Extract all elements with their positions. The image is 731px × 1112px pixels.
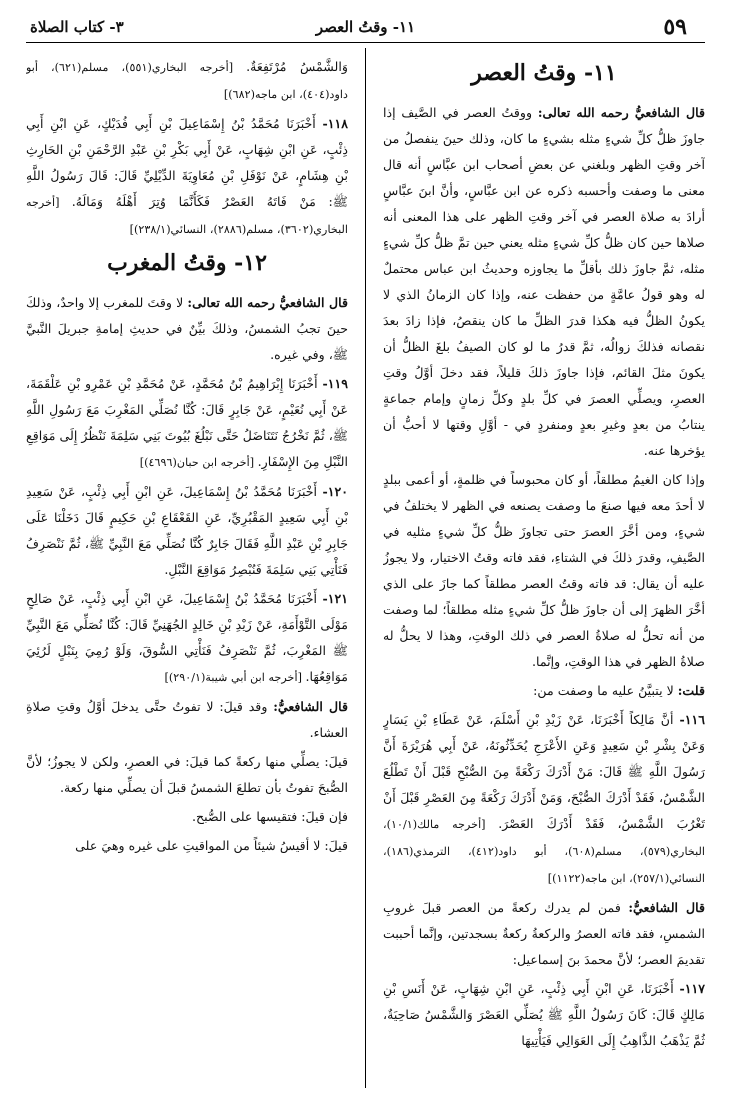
left-column xyxy=(26,54,348,862)
hadith-119 xyxy=(26,371,348,476)
speaker-label: قال الشافعيُّ رحمه الله تعالى: xyxy=(537,105,705,120)
hadith-text: أَخْبَرَنَا إِبْرَاهِيمُ بْنُ مُحَمَّدٍ، عَنْ مُحَمَّدِ بْنِ عَمْرِو بْنِ عَلْقَمَةَ، عَنْ أَبِي نُعَيْمٍ، عَنْ جَابِرٍ قَالَ: كُنَّا نُصَلِّي المَغْرِبَ مَعَ رَسُولِ اللَّهِ ﷺ، ثُمَّ نَخْرُجُ نَتَنَاضَلُ حَتَّى نَبْلُغَ بُيُوتَ بَنِي سَلِمَةَ نَنْظُرُ إِلَى مَوَاقِعِ النَّبْلِ مِنَ الإِسْفَارِ. xyxy=(26,376,348,469)
hadith-number: ١٢٠- xyxy=(322,484,348,499)
speaker-label: قال الشافعيُّ: xyxy=(628,900,705,915)
paragraph xyxy=(383,100,705,464)
paragraph-text: قيلَ: يصلِّي منها ركعةً كما قيلَ: في العصرِ، ولكن لا يجوزُ؛ لأنَّ الصُّبحَ تفوتُ بأن تطلعَ الشمسُ قبلَ أن يصلِّي منها ركعة. xyxy=(26,754,348,795)
right-column xyxy=(383,54,705,1057)
paragraph xyxy=(383,467,705,675)
hadith-118 xyxy=(26,111,348,243)
hadith-number: ١١٨- xyxy=(322,116,348,131)
hadith-text: أَخْبَرَنَا مُحَمَّدُ بْنُ إِسْمَاعِيلَ، عَنِ ابْنِ أَبِي ذِئْبٍ، عَنْ سَعِيدِ بْنِ أَبِي سَعِيدٍ المَقْبُرِيِّ، عَنِ القَعْقَاعِ بْنِ حَكِيمٍ قَالَ دَخَلْنَا عَلَى جَابِرِ بْنِ عَبْدِ اللَّهِ فَقَالَ جَابِرٌ كُنَّا نُصَلِّي مَعَ النَّبِيِّ ﷺ، ثُمَّ نَنْصَرِفُ فَنَأْتِي بَنِي سَلِمَةَ فَنُبْصِرُ مَوَاقِعَ النَّبْلِ. xyxy=(26,484,348,577)
hadith-reference: [أخرجه ابن حبان(٤٦٩٦)] xyxy=(139,456,258,469)
page-number: ٥٩ xyxy=(663,14,687,40)
section-heading-maghrib: ١٢- وقتُ المغرب xyxy=(107,250,267,276)
paragraph-text: قيلَ: لا أقيسُ شيئاً من المواقيتِ على غيره وهيَ على xyxy=(75,838,348,853)
hadith-reference: [أخرجه مالك(١٠/١)، البخاري(٥٧٩)، مسلم(٦٠٨)، أبو داود(٤١٢)، الترمذي(١٨٦)، النسائي(٢٥٧/١)، ابن ماجه(١١٢٢)] xyxy=(383,818,705,885)
paragraph xyxy=(26,804,348,830)
hadith-120 xyxy=(26,479,348,583)
hadith-text: أنَّ مَالِكاً أَخْبَرَنَا، عَنْ زَيْدِ بْنِ أَسْلَمَ، عَنْ عَطَاءِ بْنِ يَسَارٍ وَعَنْ بِشْرِ بْنِ سَعِيدٍ وَعَنِ الأَعْرَجِ يُحَدِّثُونَهُ، عَنْ أَبِي هُرَيْرَةَ أَنَّ رَسُولَ اللَّهِ ﷺ قَالَ: مَنْ أَدْرَكَ رَكْعَةً مِنَ الصُّبْحِ قَبْلَ أَنْ تَطْلُعَ الشَّمْسُ، فَقَدْ أَدْرَكَ الصُّبْحَ، وَمَنْ أَدْرَكَ رَكْعَةً مِنَ العَصْرِ قَبْلَ أَنْ تَغْرُبَ الشَّمْسُ، فَقَدْ أَدْرَكَ العَصْرَ. xyxy=(383,712,705,831)
hadith-number: ١١٩- xyxy=(322,376,348,391)
hadith-text: أَخْبَرَنَا، عَنِ ابْنِ أَبِي ذِئْبٍ، عَنِ ابْنِ شِهَابٍ، عَنْ أَنَسِ بْنِ مَالِكٍ قَالَ: كَانَ رَسُولُ اللَّهِ ﷺ يُصَلِّي العَصْرَ وَالشَّمْسُ صَاحِيَةٌ، ثُمَّ يَذْهَبُ الذَّاهِبُ إِلَى العَوَالِي فَيَأْتِيهَا xyxy=(383,981,705,1048)
hadith-reference: [أخرجه البخاري(٣٦٠٢)، مسلم(٢٨٨٦)، النسائي(٢٣٨/١)] xyxy=(26,196,348,236)
hadith-number: ١١٦- xyxy=(679,712,705,727)
hadith-117-continued xyxy=(26,54,348,108)
hadith-text: أَخْبَرَنَا مُحَمَّدُ بْنُ إِسْمَاعِيلَ بْنِ أَبِي فُدَيْكٍ، عَنِ ابْنِ أَبِي ذِئْبٍ، عَنِ ابْنِ شِهَابٍ، عَنْ أَبِي بَكْرِ بْنِ عَبْدِ الرَّحْمَنِ بْنِ الحَارِثِ بْنِ هِشَامٍ، عَنْ نَوْفَلِ بْنِ مُعَاوِيَةَ الدِّيْلِيِّ قَالَ: قَالَ رَسُولُ اللَّهِ ﷺ: مَنْ فَاتَهُ العَصْرُ فَكَأَنَّمَا وُتِرَ أَهْلَهُ وَمَالَهُ. xyxy=(26,116,348,209)
paragraph-text: وإذا كان الغيمُ مطلقاً، أو كان محبوساً في ظلمةٍ، أو أعمى ببلدٍ لا أحدَ معه فيها صنعَ ما وصفت يصنعه في الظهر لا يختلفُ في شيءٍ، ومن أخَّرَ العصرَ حتى تجاوزَ ظلُّ كلِّ شيءٍ مثليه في الصَّيفِ، وقدرَ ذلكَ في الشتاءِ، فقد فاته وقتُ الاختيار، ولا يجوزُ عليه أن يقال: قد فاته وقتُ العصر مطلقاً كما جازَ على الذي أخَّرَ الظهرَ إلى أن جاوزَ ظلُّ كلِّ شيءٍ مثله مطلقاً؛ لما وصفت من أنه تحلُّ له صلاةُ العصر في ذلك الوقتِ، وهذا لا يحلُّ له صلاةُ الظهر في هذا الوقتِ، وإنَّما. xyxy=(383,472,705,669)
speaker-label: قلت: xyxy=(677,683,705,698)
hadith-117 xyxy=(383,976,705,1054)
paragraph xyxy=(26,749,348,801)
section-heading-asr: ١١- وقتُ العصر xyxy=(471,60,617,86)
paragraph xyxy=(383,895,705,973)
running-header xyxy=(26,12,705,43)
paragraph-text: وقد قيلَ: لا تفوتُ حتَّى يدخلَ أوَّلُ وقتِ صلاةِ العشاء. xyxy=(26,699,348,740)
hadith-number: ١٢١- xyxy=(322,591,348,606)
hadith-text: وَالشَّمْسُ مُرْتَفِعَةٌ. xyxy=(246,59,348,74)
hadith-reference: [أخرجه ابن أبي شيبة(٢٩٠/١)] xyxy=(164,671,306,684)
paragraph-text: لا يتبيَّنُ عليه ما وصفت من: xyxy=(533,683,678,698)
paragraph-text: لا وقتَ للمغرب إلا واحدٌ، وذلكَ حينَ تجبُ الشمسُ، وذلكَ بيِّنٌ في حديثِ إمامةِ جبريلَ النَّبيَّ ﷺ، وفي غيره. xyxy=(26,295,348,362)
paragraph-text: فإن قيلَ: فتقيسها على الصُّبح. xyxy=(192,809,348,824)
hadith-reference: [أخرجه البخاري(٥٥١)، مسلم(٦٢١)، أبو داود(٤٠٤)، ابن ماجه(٦٨٢)] xyxy=(26,61,348,101)
header-section-title: ١١- وقتُ العصر xyxy=(315,18,416,36)
speaker-label: قال الشافعيُّ رحمه الله تعالى: xyxy=(187,295,348,310)
header-book-title: ٣- كتاب الصلاة xyxy=(30,18,124,36)
paragraph xyxy=(26,290,348,368)
hadith-text: أَخْبَرَنَا مُحَمَّدُ بْنُ إِسْمَاعِيلَ، عَنِ ابْنِ أَبِي ذِئْبٍ، عَنْ صَالِحٍ مَوْلَى التَّوْأَمَةِ، عَنْ زَيْدِ بْنِ خَالِدٍ الجُهَنِيِّ قَالَ: كُنَّا نُصَلِّي مَعَ النَّبِيِّ ﷺ المَغْرِبَ، ثُمَّ نَنْصَرِفُ فَنَأْتِي السُّوقَ، وَلَوْ رُمِيَ بِنَبْلٍ لَرُئِيَ مَوَاقِعُهَا. xyxy=(26,591,348,684)
hadith-116 xyxy=(383,707,705,892)
paragraph xyxy=(383,678,705,704)
speaker-label: قال الشافعيُّ: xyxy=(273,699,348,714)
paragraph-text: ووقتُ العصر في الصَّيف إذا جاوزَ ظلُّ كلِّ شيءٍ مثله بشيءٍ ما كان، وذلك حينَ ينفصلُ من آخر وقتِ الظهر وبلغني عن بعضِ أصحاب ابن عبَّاسٍ أنه قال معنى ما وصفت وأحسبه ذكره عن ابن عبَّاسٍ، وأنَّ ابنَ عبَّاسٍ أرادَ به صلاة العصر في آخر وقتِ الظهر على هذا المعنى أنه صلاها حين كان ظلُّ كلِّ شيءٍ مثله يعني حين تمَّ ظلُّ كلِّ شيءٍ مثله، ثمَّ جاوزَ ذلك بأقلِّ ما يجاوزه وحديثُ ابن عباس محتملٌ له وهو قولُ عامَّةٍ من حفظت عنه، وإذا كان الزمانُ الذي لا يكونُ الظلُّ فيه هكذا قدرَ الظلِّ ما كان ينقصُ، فإذا زادَ بعدَ نقصانه فذلكَ زوالُه، ثمَّ قدرُ ما لو كان الصيفُ بلغَ الظلُّ أن يكونَ مثلَ القائم، فإذا جاوزَ ذلكَ قليلاً، فقد دخلَ أوَّلُ وقتِ العصرِ، ويصلِّي العصرَ في كلِّ بلدٍ وكلِّ زمانٍ وإمام جماعةٍ ينتابُ من بعدٍ وغيرِ بعدٍ ومنفردٍ في - أوَّلِ وقتها لا أحبُّ أن يؤخرها عنه. xyxy=(383,105,705,458)
paragraph xyxy=(26,833,348,859)
paragraph-text: فمن لم يدرك ركعةً من العصر قبلَ غروبِ الشمسِ، فقد فاته العصرُ والركعةُ ركعةٌ بسجدتين، وإنَّما أحببت تقديمَ العصر؛ لأنَّ محمدَ بنَ إسماعيل: xyxy=(383,900,705,967)
paragraph xyxy=(26,694,348,746)
column-divider xyxy=(365,48,366,1088)
hadith-121 xyxy=(26,586,348,691)
hadith-number: ١١٧- xyxy=(679,981,705,996)
